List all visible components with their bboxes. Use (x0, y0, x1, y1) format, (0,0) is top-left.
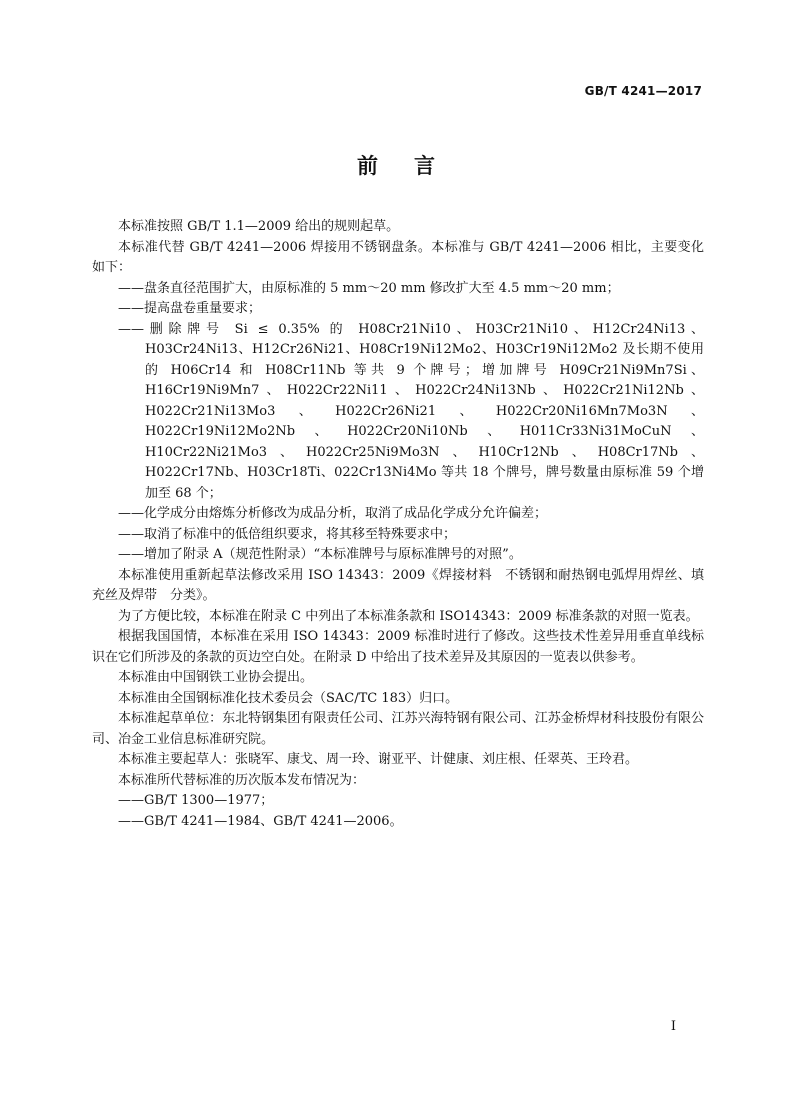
edition-item-1977: ——GB/T 1300—1977； (118, 793, 274, 808)
change-item-annex-a: ——增加了附录 A（规范性附录）“本标准牌号与原标准牌号的对照”。 (118, 547, 522, 562)
change-item-grades: ——删除牌号 Si ≤ 0.35% 的 H08Cr21Ni10、H03Cr21Ni10、H12Cr24Ni13、H03Cr24Ni13、H12Cr26Ni21、H08Cr19Ni12Mo2、H03Cr19Ni12Mo2 及长期不使用的 H06Cr14 和 H08Cr11Nb 等共 9 个牌号；增加牌号 H09Cr21Ni9Mn7Si、H16Cr19Ni9Mn7、H022Cr22Ni11、H022Cr24Ni13Nb、H022Cr21Ni12Nb、H022Cr21Ni13Mo3、H022Cr26Ni21、H022Cr20Ni16Mn7Mo3N、H022Cr19Ni12Mo2Nb、H022Cr20Ni10Nb、H011Cr33Ni31MoCuN、H10Cr22Ni21Mo3、H022Cr25Ni9Mo3N、H10Cr12Nb、H08Cr17Nb、H022Cr17Nb、H03Cr18Ti、022Cr13Ni4Mo 等共 18 个牌号，牌号数量由原标准 59 个增加至 68 个； (118, 321, 704, 501)
paragraph-replaces: 本标准代替 GB/T 4241—2006 焊接用不锈钢盘条。本标准与 GB/T 4241—2006 相比，主要变化如下： (92, 239, 704, 275)
page-title: 前言 (357, 154, 471, 178)
paragraph-drafting-rules: 本标准按照 GB/T 1.1—2009 给出的规则起草。 (118, 219, 400, 234)
paragraph-previous-editions: 本标准所代替标准的历次版本发布情况为： (118, 772, 366, 788)
paragraph-annex-c: 为了方便比较，本标准在附录 C 中列出了本标准条款和 ISO14343：2009 标准条款的对照一览表。 (118, 608, 699, 624)
page-number: I (670, 1019, 676, 1034)
preface-body (92, 217, 704, 832)
paragraph-technical-differences: 根据我国国情，本标准在采用 ISO 14343：2009 标准时进行了修改。这些技术性差异用垂直单线标识在它们所涉及的条款的页边空白处。在附录 D 中给出了技术差异及其原因的一览表以供参考。 (92, 629, 704, 665)
paragraph-iso-adoption: 本标准使用重新起草法修改采用 ISO 14343：2009《焊接材料 不锈钢和耐热钢电弧焊用焊丝、填充丝及焊带 分类》。 (92, 567, 704, 603)
change-item-chemical-analysis: ——化学成分由熔炼分析修改为成品分析，取消了成品化学成分允许偏差； (118, 506, 548, 521)
edition-item-1984-2006: ——GB/T 4241—1984、GB/T 4241—2006。 (118, 813, 403, 829)
change-item-coil-weight: ——提高盘卷重量要求； (118, 301, 262, 316)
standard-number: GB/T 4241—2017 (584, 84, 702, 98)
paragraph-drafting-units: 本标准起草单位：东北特钢集团有限责任公司、江苏兴海特钢有限公司、江苏金桥焊材科技股份有限公司、冶金工业信息标准研究院。 (92, 711, 704, 747)
change-item-macrostructure: ——取消了标准中的低倍组织要求，将其移至特殊要求中； (118, 526, 457, 542)
paragraph-proposed-by: 本标准由中国钢铁工业协会提出。 (118, 670, 314, 685)
change-item-diameter: ——盘条直径范围扩大，由原标准的 5 mm～20 mm 修改扩大至 4.5 mm～20 mm； (118, 280, 620, 296)
paragraph-drafters: 本标准主要起草人：张晓军、康戈、周一玲、谢亚平、计健康、刘庄根、任翠英、王玲君。 (118, 752, 639, 767)
paragraph-under-jurisdiction: 本标准由全国钢标准化技术委员会（SAC/TC 183）归口。 (118, 690, 459, 706)
